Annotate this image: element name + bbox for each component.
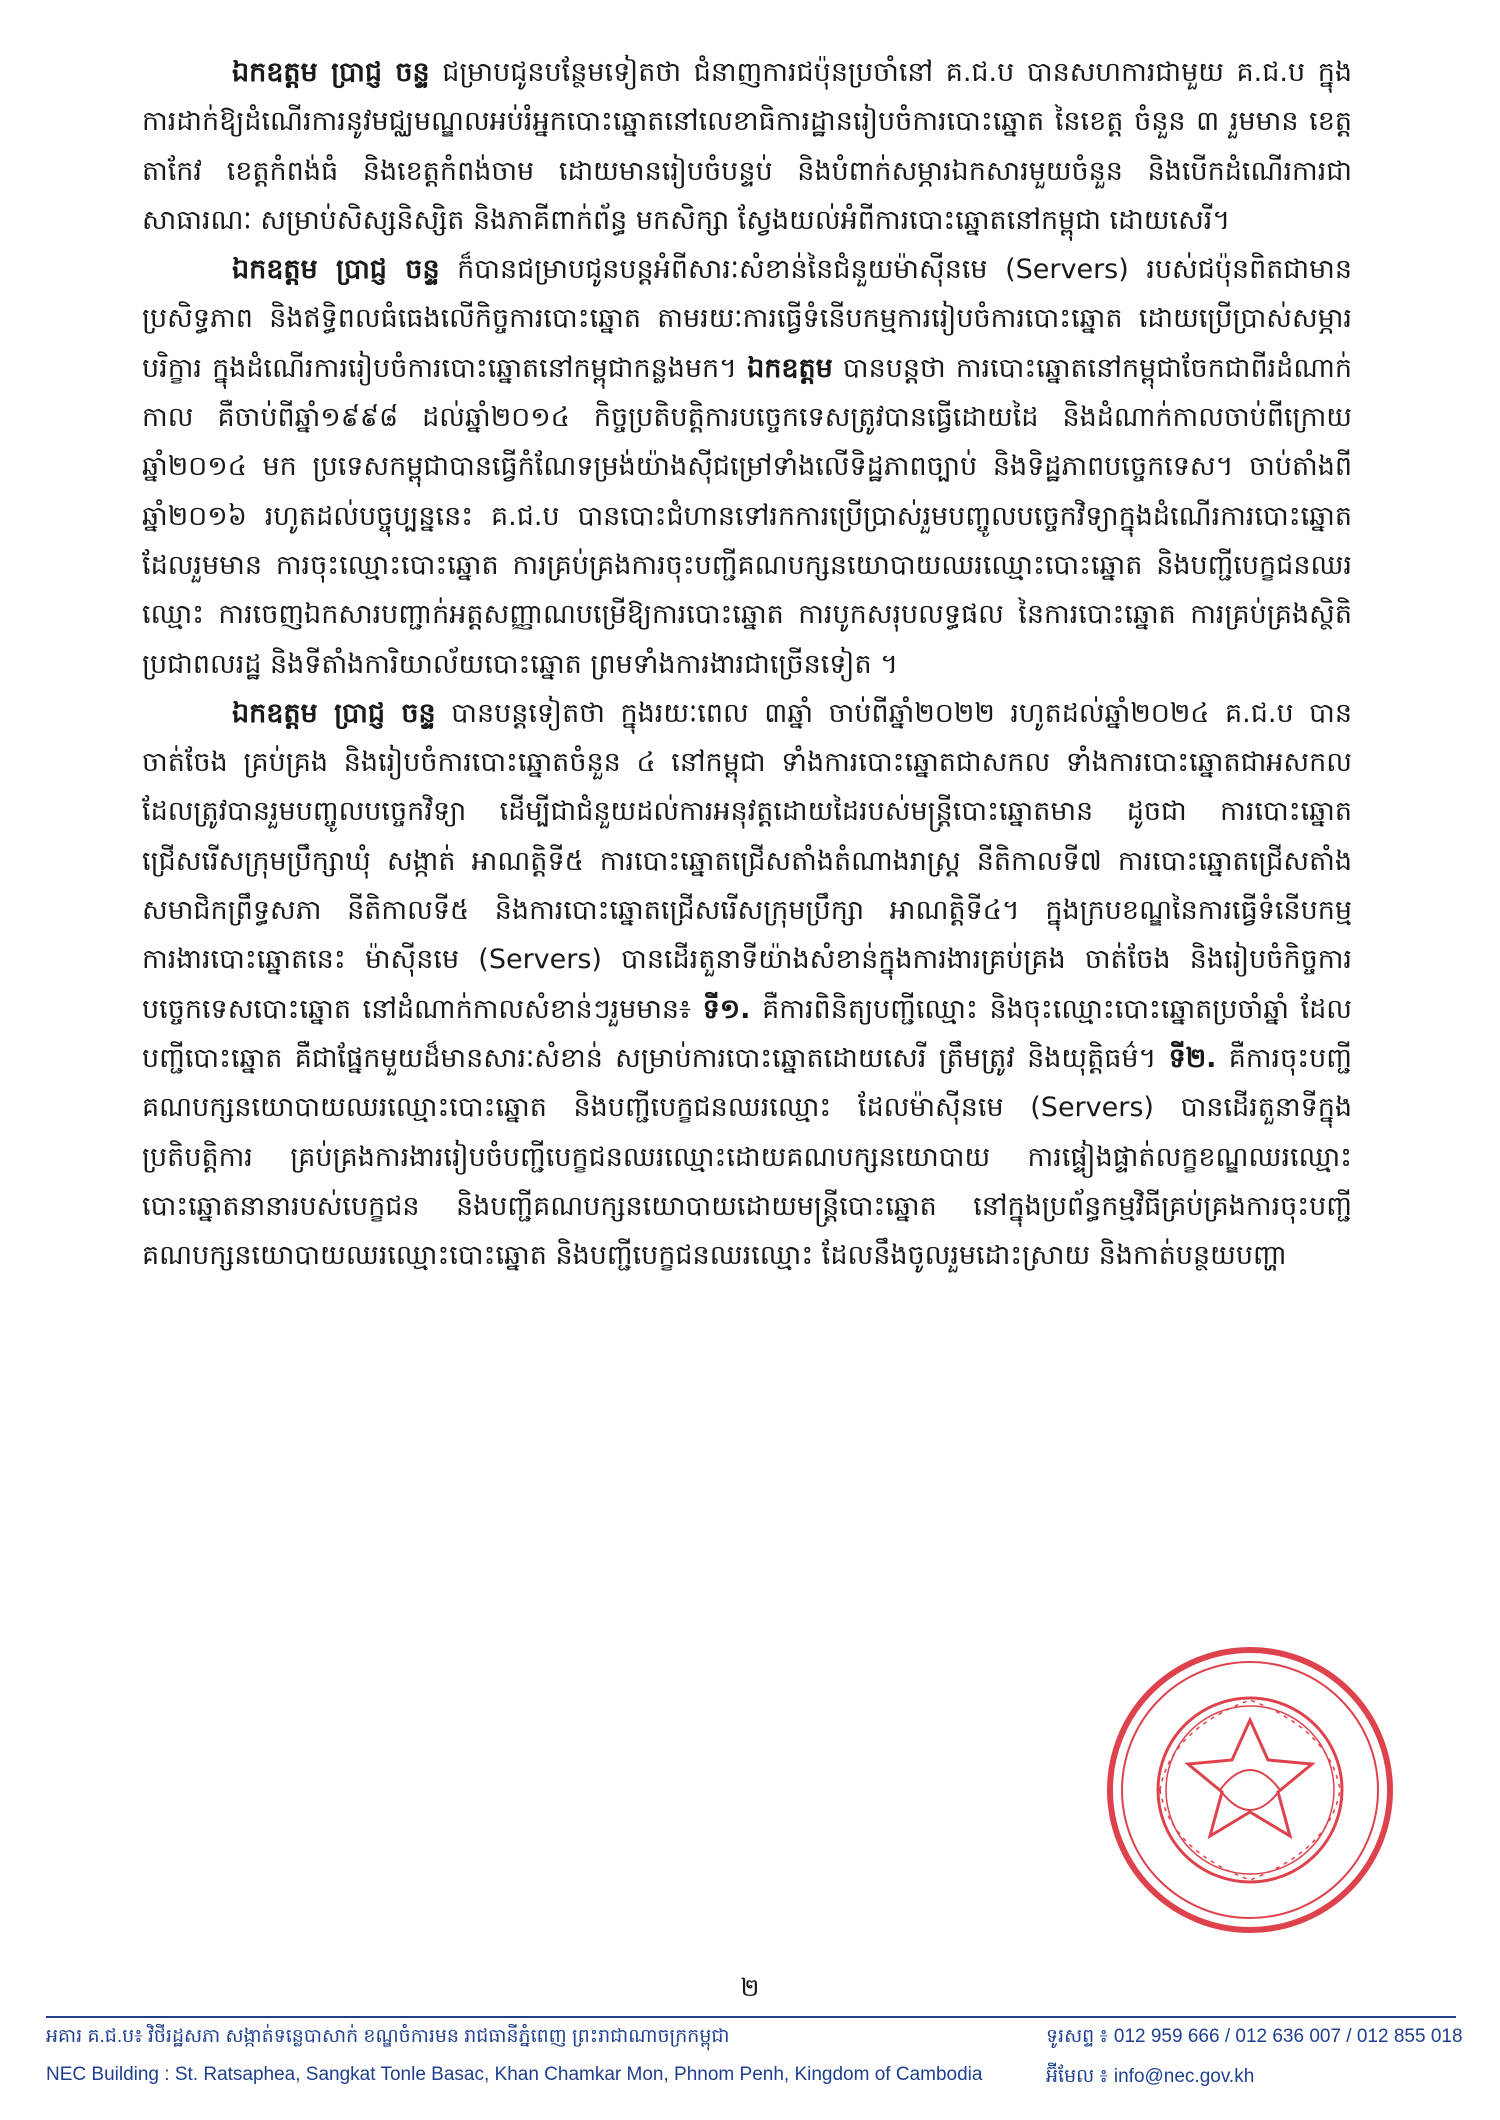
paragraph-text: ក៏បានជម្រាបជូនបន្តអំពីសារៈសំខាន់នៃជំនួយម៉ាស៊ីនមេ (Servers) របស់ជប៉ុនពិតជាមានប្រសិទ្ធភាព និងឥទ្ធិពលធំធេងលើកិច្ចការបោះឆ្នោត តាមរយៈការធ្វើទំនើបកម្មការរៀបចំការបោះឆ្នោត ដោយប្រើប្រាស់សម្ភារ បរិក្ខារ ក្នុងដំណើរការរៀបចំការបោះឆ្នោតនៅកម្ពុជាកន្លងមក។	[142, 254, 1352, 384]
email-label: អ៊ីមែល ៖	[1046, 2066, 1108, 2087]
paragraph-2	[142, 245, 1352, 689]
paragraph-text: បានបន្តថា ការបោះឆ្នោតនៅកម្ពុជាចែកជាពីរដំណាក់កាល គឺចាប់ពីឆ្នាំ១៩៩៨ ដល់ឆ្នាំ២០១៤ កិច្ចប្រតិបត្តិការបច្ចេកទេសត្រូវបានធ្វើដោយដៃ និងដំណាក់កាលចាប់ពីក្រោយឆ្នាំ២០១៤ មក ប្រទេសកម្ពុជាបានធ្វើកំណែទម្រង់យ៉ាងស៊ីជម្រៅទាំងលើទិដ្ឋភាពច្បាប់ និងទិដ្ឋភាពបច្ចេកទេស។ ចាប់តាំងពីឆ្នាំ២០១៦ រហូតដល់បច្ចុប្បន្ននេះ គ.ជ.ប បានបោះជំហានទៅរកការប្រើប្រាស់រួមបញ្ចូលបច្ចេកវិទ្យាក្នុងដំណើរការបោះឆ្នោតដែលរួមមាន ការចុះឈ្មោះបោះឆ្នោត ការគ្រប់គ្រងការចុះបញ្ជីគណបក្សនយោបាយឈរឈ្មោះបោះឆ្នោត និងបញ្ជីបេក្ខជនឈរឈ្មោះ ការចេញឯកសារបញ្ជាក់អត្តសញ្ញាណបម្រើឱ្យការបោះឆ្នោត ការបូកសរុបលទ្ធផល នៃការបោះឆ្នោត ការគ្រប់គ្រងស្ថិតិប្រជាពលរដ្ឋ និងទីតាំងការិយាល័យបោះឆ្នោត ព្រមទាំងការងារជាច្រើនទៀត ។	[142, 352, 1352, 680]
paragraph-3	[142, 689, 1352, 1281]
speaker-name: ឯកឧត្តម ប្រាជ្ញ ចន្ទ	[232, 697, 436, 729]
paragraph-text: ជម្រាបជូនបន្ថែមទៀតថា ជំនាញការជប៉ុនប្រចាំនៅ គ.ជ.ប បានសហការជាមួយ គ.ជ.ប ក្នុងការដាក់ឱ្យដំណើរការនូវមជ្ឈមណ្ឌលអប់រំអ្នកបោះឆ្នោតនៅលេខាធិការដ្ឋានរៀបចំការបោះឆ្នោត នៃខេត្ត ចំនួន ៣ រួមមាន ខេត្តតាកែវ ខេត្តកំពង់ធំ និងខេត្តកំពង់ចាម ដោយមានរៀបចំបន្ទប់ និងបំពាក់សម្ភារឯកសារមួយចំនួន និងបើកដំណើរការជាសាធារណៈ សម្រាប់សិស្សនិស្សិត និងភាគីពាក់ព័ន្ធ មកសិក្សា ស្វែងយល់អំពីការបោះឆ្នោតនៅកម្ពុជា ដោយសេរី។	[142, 57, 1352, 236]
email-address[interactable]: info@nec.gov.kh	[1113, 2066, 1255, 2087]
paragraph-text: គឺការពិនិត្យបញ្ជីឈ្មោះ និងចុះឈ្មោះបោះឆ្នោតប្រចាំឆ្នាំ ដែលបញ្ជីបោះឆ្នោត គឺជាផ្នែកមួយដ៏មានសារៈសំខាន់ សម្រាប់ការបោះឆ្នោតដោយសេរី ត្រឹមត្រូវ និងយុត្តិធម៌។	[142, 993, 1352, 1074]
footer-address-khmer: អគារ គ.ជ.ប៖ វិថីរដ្ឋសភា សង្កាត់ទន្លេបាសាក់ ខណ្ឌចំការមន រាជធានីភ្នំពេញ ព្រះរាជាណាចក្រកម្ពុជា	[46, 2026, 730, 2047]
paragraph-text: គឺការចុះបញ្ជីគណបក្សនយោបាយឈរឈ្មោះបោះឆ្នោត និងបញ្ជីបេក្ខជនឈរឈ្មោះ ដែលម៉ាស៊ីនមេ (Servers) បានដើរតួនាទីក្នុងប្រតិបត្តិការ គ្រប់គ្រងការងាររៀបចំបញ្ជីបេក្ខជនឈរឈ្មោះដោយគណបក្សនយោបាយ ការផ្ទៀងផ្ទាត់លក្ខខណ្ឌឈរឈ្មោះបោះឆ្នោតនានារបស់បេក្ខជន និងបញ្ជីគណបក្សនយោបាយដោយមន្ត្រីបោះឆ្នោត នៅក្នុងប្រព័ន្ធកម្មវិធីគ្រប់គ្រងការចុះបញ្ជីគណបក្សនយោបាយឈរឈ្មោះបោះឆ្នោត និងបញ្ជីបេក្ខជនឈរឈ្មោះ ដែលនឹងចូលរួមដោះស្រាយ និងកាត់បន្ថយបញ្ហា	[142, 1042, 1352, 1272]
official-seal-stamp	[1100, 1640, 1400, 1940]
footer-address-english: NEC Building : St. Ratsaphea, Sangkat Tonle Basac, Khan Chamkar Mon, Phnom Penh, Kingdom of Cambodia	[46, 2064, 983, 2085]
phone-numbers: 012 959 666 / 012 636 007 / 012 855 018	[1113, 2026, 1463, 2047]
page-footer	[46, 2024, 1463, 2104]
speaker-name: ឯកឧត្តម ប្រាជ្ញ ចន្ទ	[232, 254, 440, 286]
footer-phone	[1046, 2024, 1463, 2052]
phone-label: ទូរសព្ទ ៖	[1046, 2026, 1108, 2047]
speaker-name: ឯកឧត្តម ប្រាជ្ញ ចន្ទ	[232, 57, 430, 88]
document-body	[142, 48, 1352, 1280]
footer-divider	[46, 2016, 1456, 2018]
footer-row-khmer	[46, 2024, 1463, 2058]
footer-row-english	[46, 2064, 1456, 2098]
paragraph-1	[142, 48, 1352, 245]
item-marker: ទី២.	[1168, 1042, 1217, 1074]
speaker-title: ឯកឧត្តម	[747, 352, 833, 384]
footer-email	[1046, 2064, 1254, 2092]
item-marker: ទី១.	[702, 993, 751, 1025]
paragraph-text: បានបន្តទៀតថា ក្នុងរយៈពេល ៣ឆ្នាំ ចាប់ពីឆ្នាំ២០២២ រហូតដល់ឆ្នាំ២០២៤ គ.ជ.ប បានចាត់ចែង គ្រប់គ្រង និងរៀបចំការបោះឆ្នោតចំនួន ៤ នៅកម្ពុជា ទាំងការបោះឆ្នោតជាសកល ទាំងការបោះឆ្នោតជាអសកល ដែលត្រូវបានរួមបញ្ចូលបច្ចេកវិទ្យា ដើម្បីជាជំនួយដល់ការអនុវត្តដោយដៃរបស់មន្ត្រីបោះឆ្នោតមាន ដូចជា ការបោះឆ្នោតជ្រើសរើសក្រុមប្រឹក្សាឃុំ សង្កាត់ អាណត្តិទី៥ ការបោះឆ្នោតជ្រើសតាំងតំណាងរាស្ត្រ នីតិកាលទី៧ ការបោះឆ្នោតជ្រើសតាំងសមាជិកព្រឹទ្ធសភា នីតិកាលទី៥ និងការបោះឆ្នោតជ្រើសរើសក្រុមប្រឹក្សា អាណត្តិទី៤។ ក្នុងក្របខណ្ឌនៃការធ្វើទំនើបកម្មការងារបោះឆ្នោតនេះ ម៉ាស៊ីនមេ (Servers) បានដើរតួនាទីយ៉ាងសំខាន់ក្នុងការងារគ្រប់គ្រង ចាត់ចែង និងរៀបចំកិច្ចការបច្ចេកទេសបោះឆ្នោត នៅដំណាក់កាលសំខាន់ៗរួមមាន៖	[142, 697, 1352, 1025]
page-number: ២	[740, 1973, 760, 2002]
